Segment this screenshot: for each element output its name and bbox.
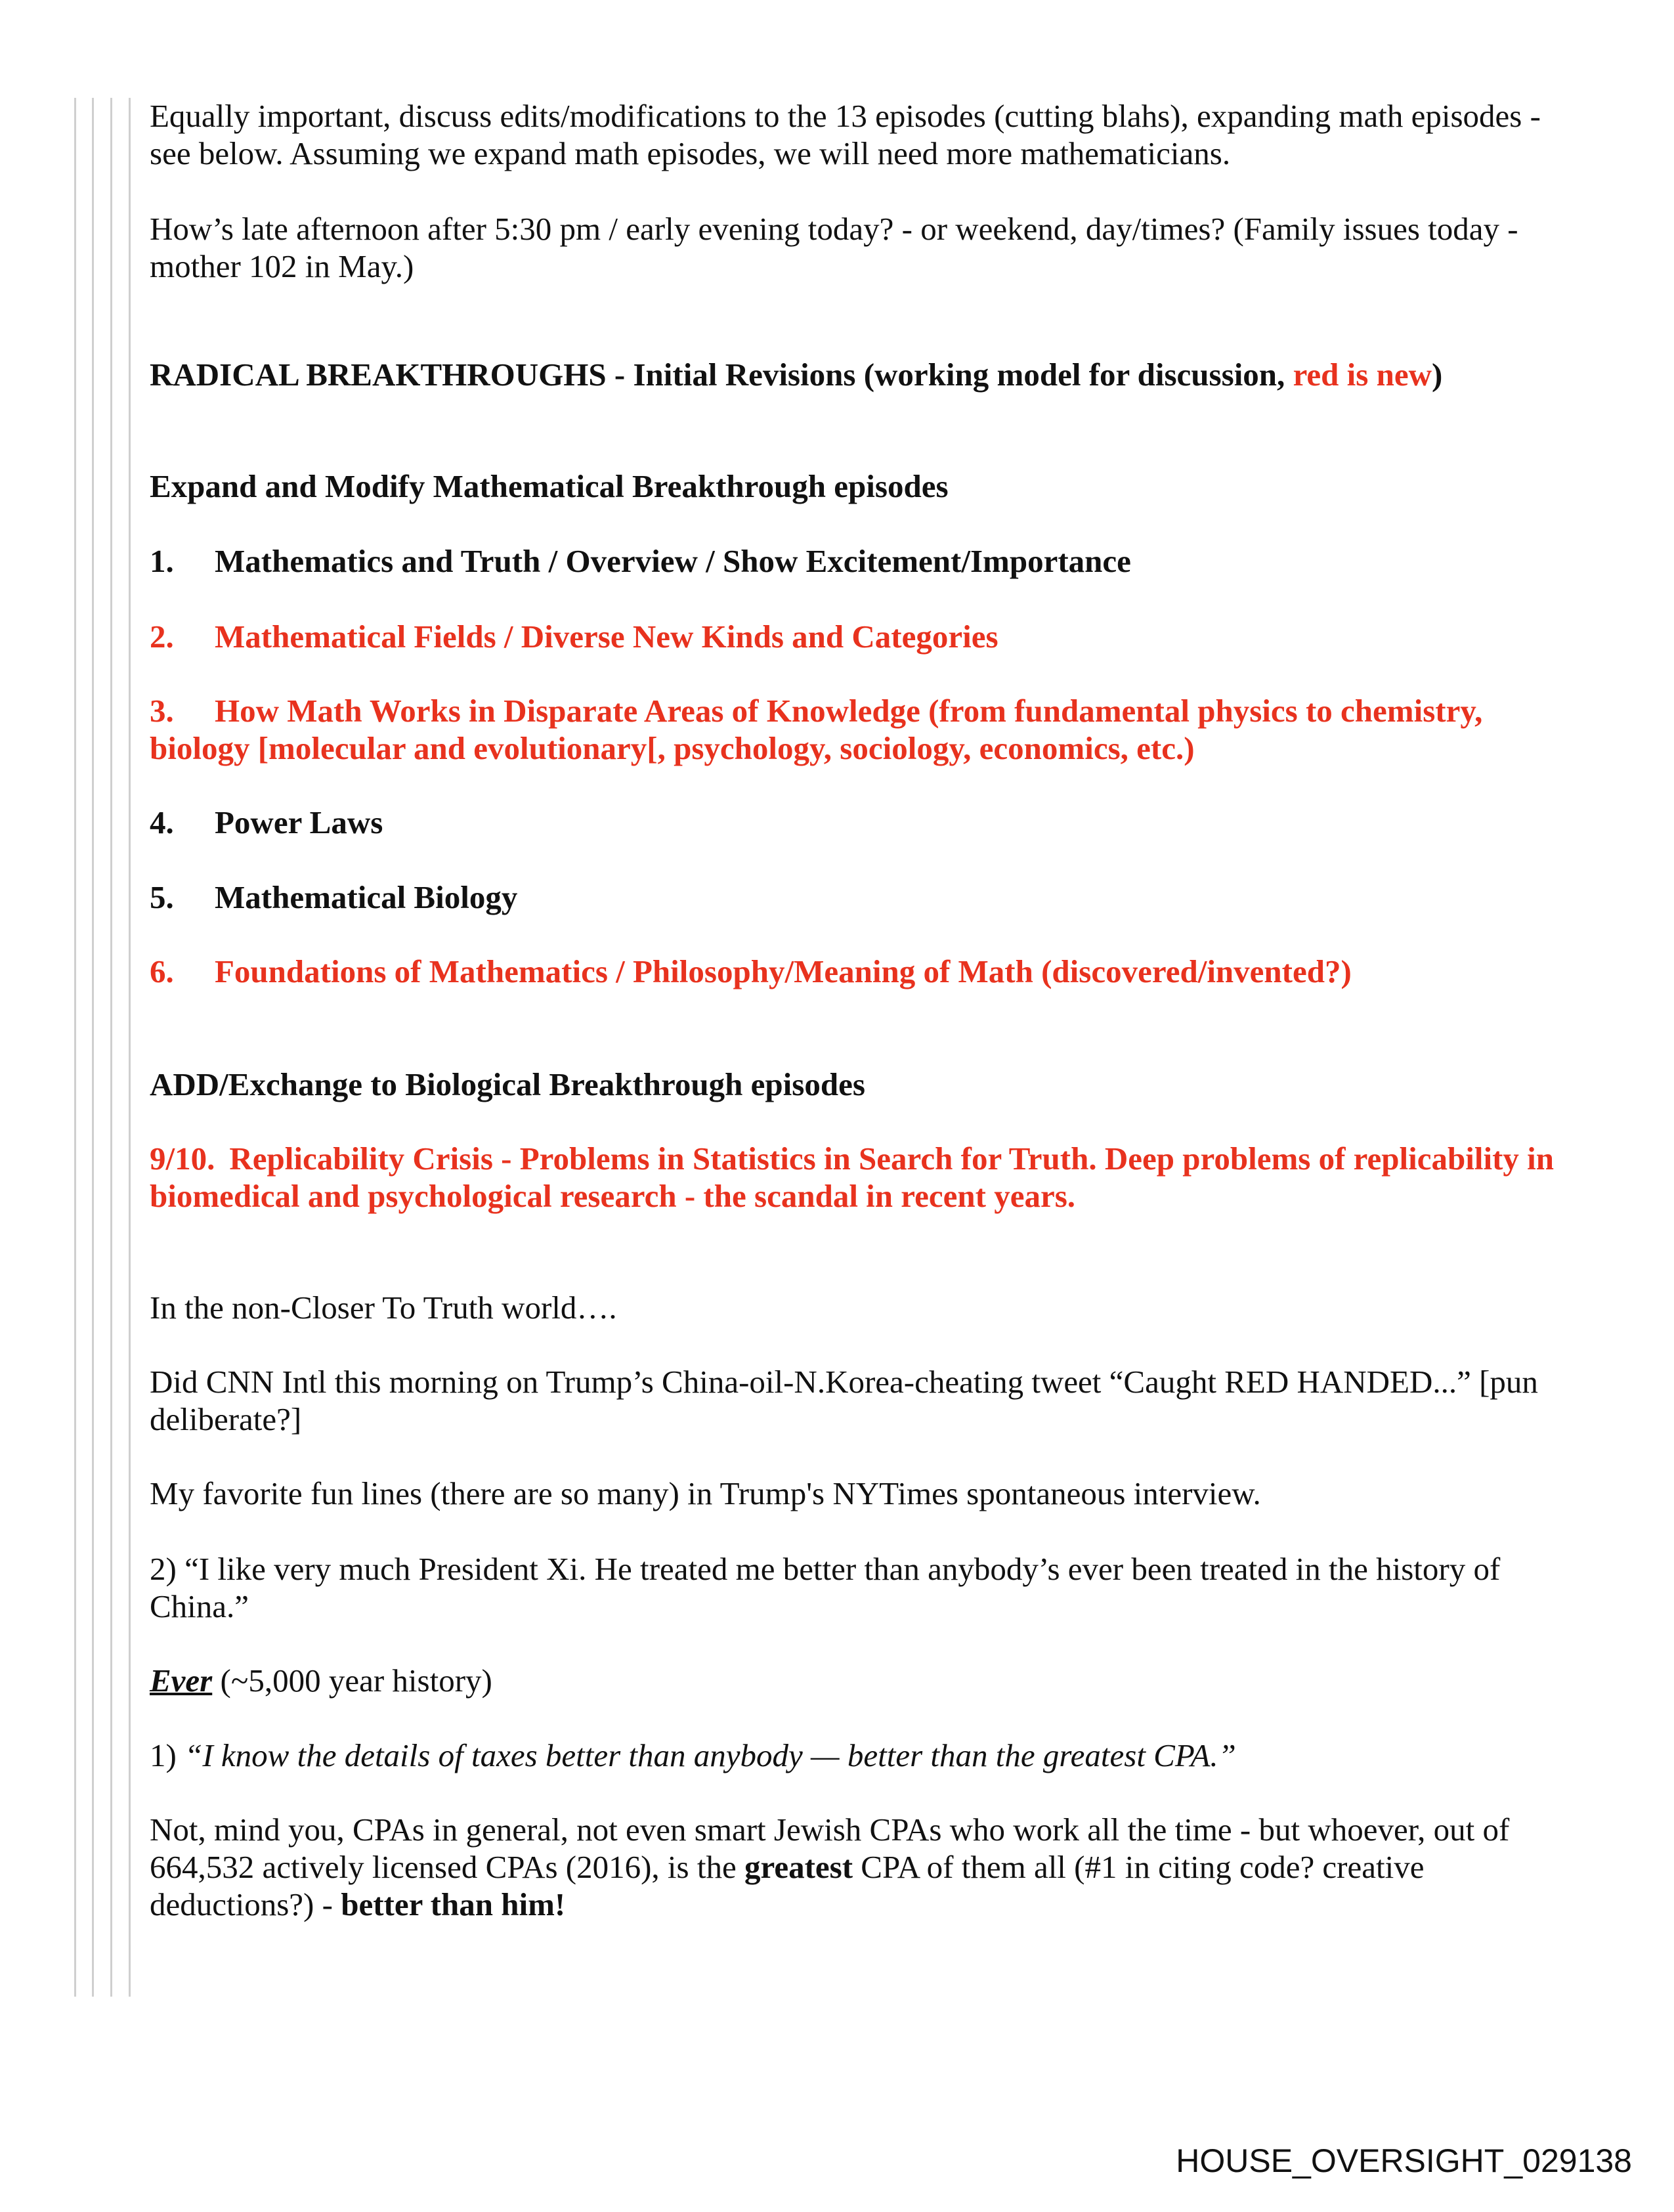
section-heading bbox=[150, 356, 1568, 393]
margin-bar bbox=[92, 98, 94, 1997]
paragraph-ever bbox=[150, 1662, 1568, 1699]
item-number: 1. bbox=[150, 543, 174, 579]
cpa-bold: greatest bbox=[744, 1849, 853, 1885]
item-number: 9/10. bbox=[150, 1140, 215, 1177]
item-text: Replicability Crisis - Problems in Statistics in Search for Truth. Deep problems of replicability in biomedical and psychological research - the scandal in recent years. bbox=[150, 1140, 1555, 1214]
heading-close: ) bbox=[1432, 357, 1443, 393]
list-item bbox=[150, 953, 1568, 990]
list-item bbox=[150, 618, 1568, 655]
item-text: How Math Works in Disparate Areas of Knowledge (from fundamental physics to chemistry, biology [molecular and evolutionary[, psychology, sociology, economics, etc.) bbox=[150, 693, 1483, 766]
heading-main: RADICAL BREAKTHROUGHS - Initial Revisions (working model for discussion, bbox=[150, 357, 1293, 393]
bio-section-title: ADD/Exchange to Biological Breakthrough episodes bbox=[150, 1066, 865, 1102]
list-item bbox=[150, 1140, 1581, 1215]
margin-bar bbox=[110, 98, 112, 1997]
item-text: Mathematics and Truth / Overview / Show Excitement/Importance bbox=[215, 543, 1131, 579]
quote-text: “I know the details of taxes better than anybody — better than the greatest CPA.” bbox=[184, 1737, 1236, 1773]
margin-bar bbox=[129, 98, 131, 1997]
item-text: Mathematical Biology bbox=[215, 879, 518, 915]
item-number: 2. bbox=[150, 618, 174, 655]
paragraph-scheduling: How’s late afternoon after 5:30 pm / early evening today? - or weekend, day/times? (Family issues today - mother 102 in May.) bbox=[150, 211, 1518, 284]
cpa-end: better than him! bbox=[341, 1886, 566, 1922]
math-section-title: Expand and Modify Mathematical Breakthrough episodes bbox=[150, 468, 949, 504]
list-item bbox=[150, 804, 1568, 841]
item-text: Foundations of Mathematics / Philosophy/Meaning of Math (discovered/invented?) bbox=[215, 953, 1352, 989]
paragraph-cpa bbox=[150, 1811, 1568, 1923]
quote-xi: 2) “I like very much President Xi. He treated me better than anybody’s ever been treated in the history of China.” bbox=[150, 1551, 1501, 1624]
item-number: 6. bbox=[150, 953, 174, 989]
list-item bbox=[150, 878, 1568, 916]
quote-taxes bbox=[150, 1737, 1568, 1774]
item-number: 4. bbox=[150, 804, 174, 840]
item-text: Power Laws bbox=[215, 804, 383, 840]
cpa-text-2: CPA of them all (#1 in citing code? creative deductions?) - bbox=[150, 1849, 1425, 1922]
paragraph-episodes: Equally important, discuss edits/modifications to the 13 episodes (cutting blahs), expanding math episodes - see below. Assuming we expand math episodes, we will need more mathematicians. bbox=[150, 98, 1541, 171]
paragraph-favorites: My favorite fun lines (there are so many) in Trump's NYTimes spontaneous interview. bbox=[150, 1475, 1261, 1511]
heading-red-note: red is new bbox=[1293, 357, 1432, 393]
paragraph-intro: In the non-Closer To Truth world…. bbox=[150, 1290, 617, 1326]
item-number: 3. bbox=[150, 693, 174, 729]
margin-bar bbox=[74, 98, 76, 1997]
bates-number: HOUSE_OVERSIGHT_029138 bbox=[1176, 2142, 1632, 2179]
ever-rest: (~5,000 year history) bbox=[212, 1662, 492, 1699]
paragraph-cnn: Did CNN Intl this morning on Trump’s China-oil-N.Korea-cheating tweet “Caught RED HANDED...” [pun deliberate?] bbox=[150, 1364, 1538, 1437]
quote-number: 1) bbox=[150, 1737, 185, 1773]
ever-emphasis: Ever bbox=[150, 1662, 213, 1699]
cpa-text: Not, mind you, CPAs in general, not even smart Jewish CPAs who work all the time - but whoever, out of 664,532 actively licensed CPAs (2016), is the bbox=[150, 1811, 1510, 1885]
list-item bbox=[150, 542, 1568, 580]
item-number: 5. bbox=[150, 879, 174, 915]
item-text: Mathematical Fields / Diverse New Kinds and Categories bbox=[215, 618, 998, 655]
list-item bbox=[150, 692, 1574, 767]
